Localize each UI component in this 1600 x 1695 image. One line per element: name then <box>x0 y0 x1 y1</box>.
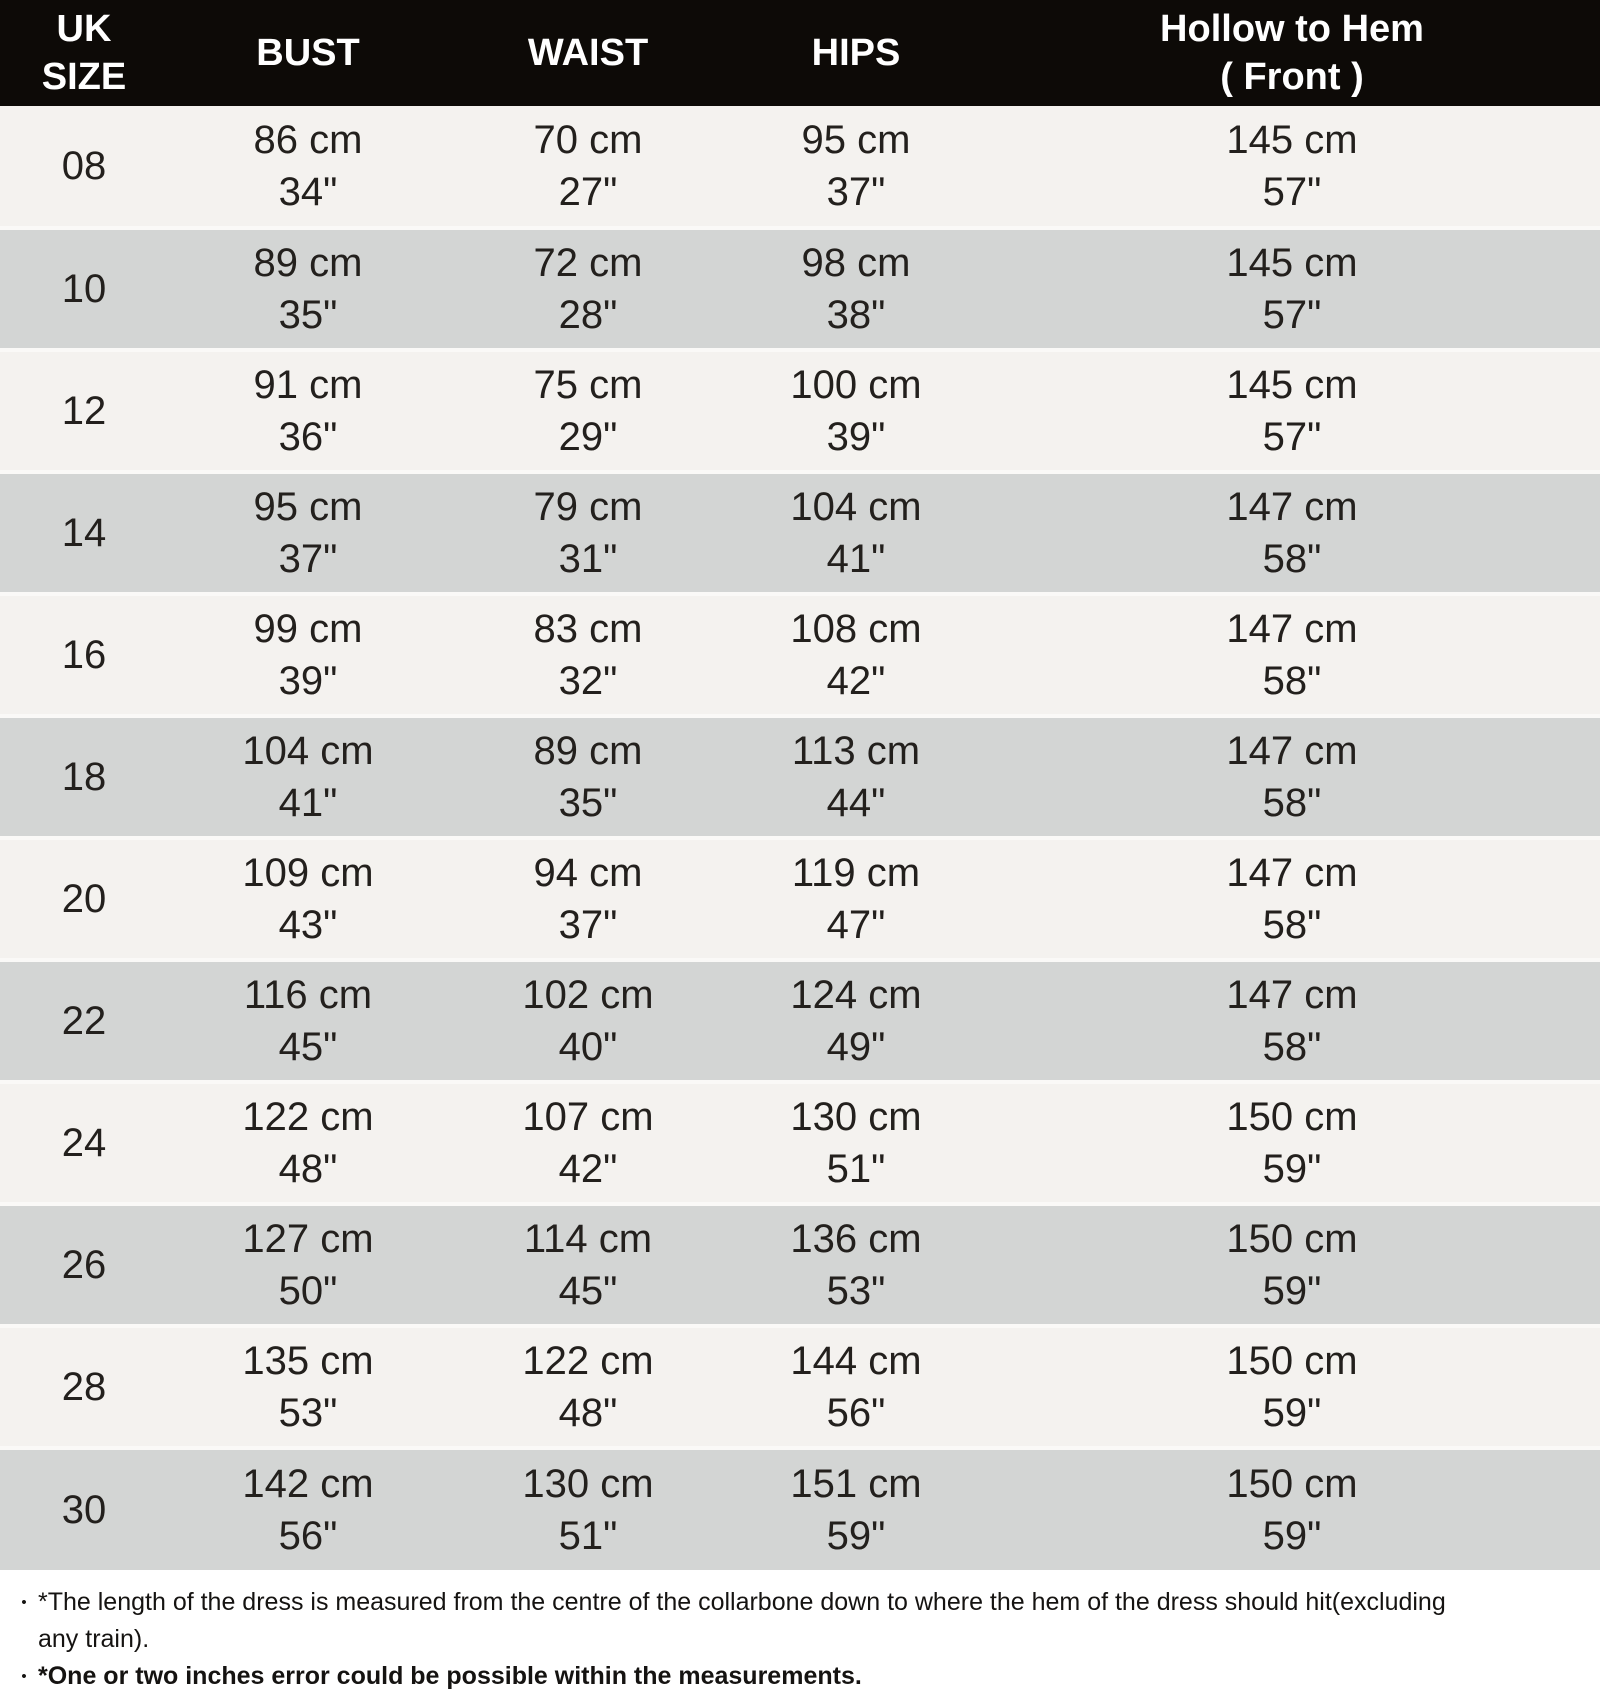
value-cm: 147 cm <box>1226 973 1358 1017</box>
cell-hips <box>728 472 984 594</box>
cell-hollow-to-hem <box>984 1326 1600 1448</box>
value-in: 47" <box>826 903 886 947</box>
value-in: 37" <box>558 903 618 947</box>
cell-size <box>0 350 168 472</box>
value-cm: 127 cm <box>242 1217 374 1261</box>
value-cm: 79 cm <box>533 485 643 529</box>
size-value: 10 <box>61 267 107 311</box>
value-in: 50" <box>278 1269 338 1313</box>
value-cm: 86 cm <box>253 118 363 162</box>
header-row <box>0 0 1600 106</box>
bullet-dot-icon: • <box>21 1594 27 1611</box>
cell-hips <box>728 594 984 716</box>
table-body <box>0 106 1600 1570</box>
value-cm: 70 cm <box>533 118 643 162</box>
cell-waist <box>448 472 728 594</box>
value-cm: 151 cm <box>790 1462 922 1506</box>
value-cm: 107 cm <box>522 1095 654 1139</box>
header-line: BUST <box>256 32 360 74</box>
bullet-dot-icon: • <box>21 1668 27 1685</box>
header-line: ( Front ) <box>1220 56 1364 98</box>
header-cell-hips <box>728 0 984 106</box>
cell-hips <box>728 1204 984 1326</box>
cell-hips <box>728 1082 984 1204</box>
cell-hollow-to-hem <box>984 838 1600 960</box>
cell-bust <box>168 594 448 716</box>
note-text: *The length of the dress is measured from the centre of the collarbone down to where the hem of the dress should hit(excluding any train). <box>38 1588 1446 1653</box>
cell-bust <box>168 472 448 594</box>
header-line: Hollow to Hem <box>1160 8 1424 50</box>
value-in: 51" <box>826 1147 886 1191</box>
value-in: 37" <box>278 537 338 581</box>
value-in: 59" <box>826 1514 886 1558</box>
cell-size <box>0 716 168 838</box>
value-cm: 104 cm <box>790 485 922 529</box>
value-in: 58" <box>1262 659 1322 703</box>
value-cm: 95 cm <box>253 485 363 529</box>
header-cell-uk-size <box>0 0 168 106</box>
size-value: 28 <box>61 1365 107 1409</box>
cell-hips <box>728 716 984 838</box>
cell-waist <box>448 228 728 350</box>
table-row <box>0 838 1600 960</box>
cell-waist <box>448 838 728 960</box>
note-item <box>10 1584 1570 1658</box>
value-cm: 136 cm <box>790 1217 922 1261</box>
value-in: 36" <box>278 415 338 459</box>
table-row <box>0 1082 1600 1204</box>
value-in: 59" <box>1262 1269 1322 1313</box>
cell-size <box>0 472 168 594</box>
value-in: 32" <box>558 659 618 703</box>
table-row <box>0 228 1600 350</box>
value-in: 43" <box>278 903 338 947</box>
value-cm: 89 cm <box>253 241 363 285</box>
value-in: 35" <box>558 781 618 825</box>
value-cm: 122 cm <box>522 1339 654 1383</box>
value-in: 39" <box>278 659 338 703</box>
note-text: *One or two inches error could be possible within the measurements. <box>38 1662 862 1690</box>
value-in: 59" <box>1262 1514 1322 1558</box>
cell-hips <box>728 350 984 472</box>
value-in: 49" <box>826 1025 886 1069</box>
value-in: 58" <box>1262 537 1322 581</box>
value-cm: 150 cm <box>1226 1339 1358 1383</box>
value-cm: 147 cm <box>1226 851 1358 895</box>
value-cm: 116 cm <box>243 973 373 1017</box>
value-cm: 72 cm <box>533 241 643 285</box>
value-in: 45" <box>278 1025 338 1069</box>
cell-bust <box>168 1082 448 1204</box>
table-row <box>0 1448 1600 1570</box>
size-value: 08 <box>61 144 107 188</box>
cell-size <box>0 228 168 350</box>
header-cell-waist <box>448 0 728 106</box>
value-in: 53" <box>278 1391 338 1435</box>
value-cm: 100 cm <box>790 363 922 407</box>
value-in: 34" <box>278 170 338 214</box>
table-row <box>0 1204 1600 1326</box>
cell-bust <box>168 1326 448 1448</box>
size-value: 24 <box>61 1121 107 1165</box>
value-in: 57" <box>1262 170 1322 214</box>
value-in: 38" <box>826 293 886 337</box>
cell-hollow-to-hem <box>984 594 1600 716</box>
value-in: 58" <box>1262 1025 1322 1069</box>
size-value: 14 <box>61 511 107 555</box>
value-cm: 130 cm <box>790 1095 922 1139</box>
value-in: 35" <box>278 293 338 337</box>
cell-size <box>0 106 168 228</box>
cell-waist <box>448 716 728 838</box>
value-cm: 135 cm <box>242 1339 374 1383</box>
cell-size <box>0 594 168 716</box>
value-cm: 122 cm <box>242 1095 374 1139</box>
cell-bust <box>168 1448 448 1570</box>
cell-size <box>0 1448 168 1570</box>
cell-bust <box>168 228 448 350</box>
cell-bust <box>168 106 448 228</box>
value-cm: 102 cm <box>522 973 654 1017</box>
value-cm: 150 cm <box>1226 1217 1358 1261</box>
cell-hollow-to-hem <box>984 716 1600 838</box>
value-in: 59" <box>1262 1391 1322 1435</box>
value-in: 56" <box>278 1514 338 1558</box>
cell-waist <box>448 1448 728 1570</box>
value-cm: 75 cm <box>533 363 643 407</box>
cell-hollow-to-hem <box>984 960 1600 1082</box>
value-in: 59" <box>1262 1147 1322 1191</box>
value-cm: 109 cm <box>242 851 374 895</box>
cell-bust <box>168 1204 448 1326</box>
cell-size <box>0 1082 168 1204</box>
value-cm: 91 cm <box>253 363 363 407</box>
header-line: SIZE <box>41 56 127 98</box>
value-in: 41" <box>278 781 338 825</box>
cell-hips <box>728 960 984 1082</box>
value-in: 28" <box>558 293 618 337</box>
cell-waist <box>448 960 728 1082</box>
value-in: 48" <box>278 1147 338 1191</box>
cell-hollow-to-hem <box>984 228 1600 350</box>
value-cm: 145 cm <box>1226 241 1358 285</box>
cell-waist <box>448 106 728 228</box>
cell-hollow-to-hem <box>984 1082 1600 1204</box>
table-row <box>0 960 1600 1082</box>
table-header <box>0 0 1600 106</box>
value-in: 58" <box>1262 781 1322 825</box>
cell-waist <box>448 350 728 472</box>
table-row <box>0 716 1600 838</box>
value-in: 42" <box>558 1147 618 1191</box>
value-cm: 150 cm <box>1226 1462 1358 1506</box>
value-in: 53" <box>826 1269 886 1313</box>
cell-hips <box>728 1448 984 1570</box>
cell-waist <box>448 1082 728 1204</box>
size-value: 22 <box>61 999 107 1043</box>
value-cm: 144 cm <box>790 1339 922 1383</box>
value-cm: 114 cm <box>523 1217 653 1261</box>
cell-waist <box>448 594 728 716</box>
cell-size <box>0 838 168 960</box>
value-in: 56" <box>826 1391 886 1435</box>
value-cm: 104 cm <box>242 729 374 773</box>
value-in: 29" <box>558 415 618 459</box>
value-in: 39" <box>826 415 886 459</box>
header-line: HIPS <box>811 32 901 74</box>
header-cell-bust <box>168 0 448 106</box>
cell-waist <box>448 1326 728 1448</box>
value-cm: 83 cm <box>533 607 643 651</box>
value-cm: 147 cm <box>1226 729 1358 773</box>
table-row <box>0 350 1600 472</box>
cell-waist <box>448 1204 728 1326</box>
value-in: 42" <box>826 659 886 703</box>
value-in: 45" <box>558 1269 618 1313</box>
value-in: 58" <box>1262 903 1322 947</box>
size-value: 18 <box>61 755 107 799</box>
value-cm: 150 cm <box>1226 1095 1358 1139</box>
value-in: 51" <box>558 1514 618 1558</box>
value-in: 41" <box>826 537 886 581</box>
cell-hips <box>728 228 984 350</box>
value-cm: 145 cm <box>1226 118 1358 162</box>
value-in: 40" <box>558 1025 618 1069</box>
header-cell-hollow-to-hem <box>984 0 1600 106</box>
value-cm: 130 cm <box>522 1462 654 1506</box>
value-cm: 113 cm <box>791 729 921 773</box>
cell-bust <box>168 716 448 838</box>
value-cm: 142 cm <box>242 1462 374 1506</box>
cell-hollow-to-hem <box>984 1448 1600 1570</box>
value-in: 44" <box>826 781 886 825</box>
value-in: 57" <box>1262 415 1322 459</box>
value-cm: 145 cm <box>1226 363 1358 407</box>
cell-hollow-to-hem <box>984 472 1600 594</box>
note-item <box>10 1658 1570 1695</box>
size-value: 26 <box>61 1243 107 1287</box>
cell-size <box>0 960 168 1082</box>
value-cm: 119 cm <box>791 851 921 895</box>
cell-size <box>0 1204 168 1326</box>
cell-bust <box>168 960 448 1082</box>
value-cm: 98 cm <box>801 241 911 285</box>
value-in: 57" <box>1262 293 1322 337</box>
size-value: 16 <box>61 633 107 677</box>
value-cm: 147 cm <box>1226 485 1358 529</box>
table-row <box>0 1326 1600 1448</box>
value-cm: 89 cm <box>533 729 643 773</box>
header-line: UK <box>56 8 112 50</box>
notes <box>0 1570 1600 1695</box>
value-in: 31" <box>558 537 618 581</box>
cell-hips <box>728 1326 984 1448</box>
header-line: WAIST <box>527 32 649 74</box>
value-cm: 147 cm <box>1226 607 1358 651</box>
value-in: 37" <box>826 170 886 214</box>
cell-hips <box>728 106 984 228</box>
size-value: 12 <box>61 389 107 433</box>
value-cm: 94 cm <box>533 851 643 895</box>
size-value: 30 <box>61 1488 107 1532</box>
value-cm: 124 cm <box>790 973 922 1017</box>
cell-hips <box>728 838 984 960</box>
value-in: 27" <box>558 170 618 214</box>
value-cm: 99 cm <box>253 607 363 651</box>
cell-hollow-to-hem <box>984 1204 1600 1326</box>
cell-bust <box>168 838 448 960</box>
cell-size <box>0 1326 168 1448</box>
cell-hollow-to-hem <box>984 106 1600 228</box>
table-row <box>0 472 1600 594</box>
value-cm: 108 cm <box>790 607 922 651</box>
table-row <box>0 594 1600 716</box>
cell-hollow-to-hem <box>984 350 1600 472</box>
value-cm: 95 cm <box>801 118 911 162</box>
cell-bust <box>168 350 448 472</box>
value-in: 48" <box>558 1391 618 1435</box>
size-value: 20 <box>61 877 107 921</box>
table-row <box>0 106 1600 228</box>
